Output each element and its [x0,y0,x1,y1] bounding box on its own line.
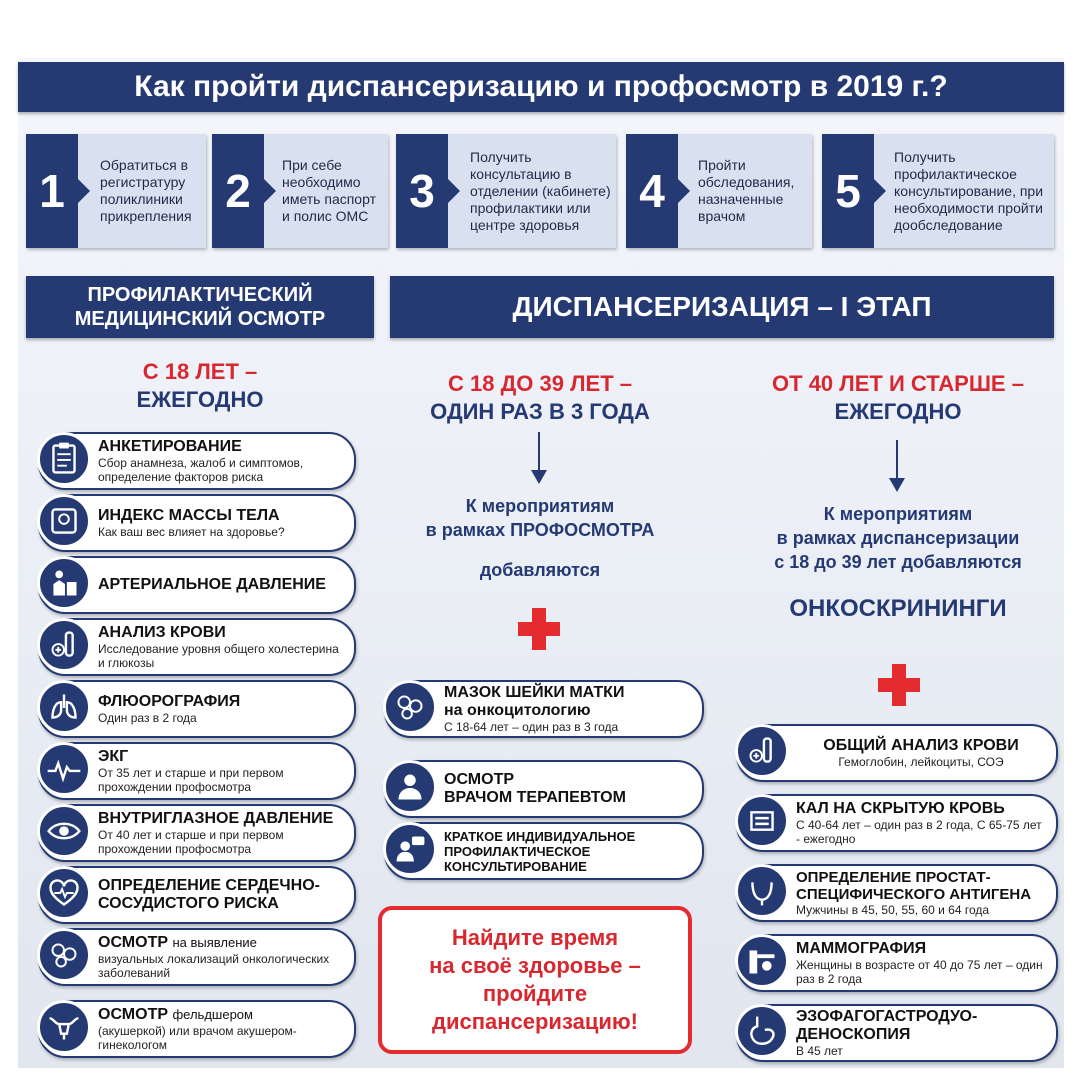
step-text: При себе необходимо иметь паспорт и полис ОМС [282,157,376,224]
uterus-icon [37,1000,91,1054]
intro-line: с 18 до 39 лет добавляются [774,552,1022,572]
intro-line: К мероприятиям [465,496,615,516]
item-title: АНАЛИЗ КРОВИ [98,624,226,641]
arrow-down-icon [538,432,540,472]
item-sub: С 18-64 лет – один раз в 3 года [444,720,619,734]
age-red: С 18 ЛЕТ – [142,359,258,384]
consult-icon [383,822,437,876]
list-item [38,680,356,738]
test-tube-icon [735,724,789,778]
step-2 [212,134,388,248]
list-item [38,432,356,490]
call-to-action [378,906,692,1054]
cta-line: на своё здоровье – [429,953,641,978]
item-sub: В 45 лет [796,1044,843,1058]
section-header-profosmotr [26,276,374,338]
item-title: ЭКГ [98,748,129,765]
step-3 [396,134,616,248]
item-title: КАЛ НА СКРЫТУЮ КРОВЬ [796,800,1005,817]
list-item [384,680,704,738]
item-title-2: ВРАЧОМ ТЕРАПЕВТОМ [444,789,626,806]
lungs-icon [37,680,91,734]
intro-line: К мероприятиям [823,504,973,524]
item-title: ВНУТРИГЛАЗНОЕ ДАВЛЕНИЕ [98,810,334,827]
arrow-down-icon [896,440,898,480]
plus-icon [878,664,920,706]
plus-icon [518,608,560,650]
step-5 [822,134,1054,248]
item-sub: Женщины в возрасте от 40 до 75 лет – один раз в 2 года [796,958,1043,986]
list-item [38,928,356,986]
page-title: Как пройти диспансеризацию и профосмотр в 2019 г.? [18,62,1064,112]
list-item [38,804,356,862]
item-title: АНКЕТИРОВАНИЕ [98,438,242,455]
step-text: Обратиться в регистратуру поликлиники прикрепления [100,157,192,224]
step-number: 4 [626,134,678,248]
age-blue: ОДИН РАЗ В 3 ГОДА [430,399,650,424]
item-title: АРТЕРИАЛЬНОЕ ДАВЛЕНИЕ [98,576,326,593]
ecg-icon [37,742,91,796]
cells-icon [383,680,437,734]
item-sub: визуальных локализаций онкологических заболеваний [98,952,330,980]
item-title-tail: на выявление [172,935,257,950]
test-tube-icon [37,618,91,672]
list-item [384,760,704,818]
step-number: 5 [822,134,874,248]
left-age-block [40,358,360,414]
item-sub: Гемоглобин, лейкоциты, СОЭ [838,755,1004,769]
step-number: 3 [396,134,448,248]
item-title: ЭЗОФАГОГАСТРОДУО-ДЕНОСКОПИЯ [796,1008,978,1043]
right-age-block [740,370,1056,426]
intro-line: в рамках диспансеризации [776,528,1020,548]
scale-icon [37,494,91,548]
stomach-icon [735,1004,789,1058]
item-title: ОБЩИЙ АНАЛИЗ КРОВИ [823,737,1019,754]
item-title-main: ОСМОТР [98,934,169,951]
eye-icon [37,804,91,858]
header-line: МЕДИЦИНСКИЙ ОСМОТР [74,308,326,330]
item-title [98,1006,344,1024]
list-item [736,864,1058,922]
cta-line: Найдите время [451,925,619,950]
intestine-icon [735,794,789,848]
item-title: ОСМОТР [444,771,515,788]
item-title: МАЗОК ШЕЙКИ МАТКИ [444,684,625,701]
age-blue: ЕЖЕГОДНО [834,399,962,424]
item-title: ОПРЕДЕЛЕНИЕ СЕРДЕЧНО-СОСУДИСТОГО РИСКА [98,877,320,912]
step-1 [26,134,206,248]
item-sub: С 40-64 лет – один раз в 2 года, С 65-75 лет - ежегодно [796,818,1042,846]
item-title: ИНДЕКС МАССЫ ТЕЛА [98,507,280,524]
list-item [736,934,1058,992]
item-sub: От 35 лет и старше и при первом прохождении профосмотра [98,766,284,794]
list-item [38,866,356,924]
list-item [38,494,356,552]
section-header-dispanserization: ДИСПАНСЕРИЗАЦИЯ – I ЭТАП [390,276,1054,338]
step-number: 1 [26,134,78,248]
step-text: Получить консультацию в отделении (кабинете) профилактики или центре здоровья [470,148,611,233]
header-line: ПРОФИЛАКТИЧЕСКИЙ [87,284,313,306]
step-text: Пройти обследования, назначенные врачом [698,157,795,224]
heart-icon [37,866,91,920]
doctor-icon [383,760,437,814]
mammography-icon [735,934,789,988]
item-title: ОПРЕДЕЛЕНИЕ ПРОСТАТ-СПЕЦИФИЧЕСКОГО АНТИГЕНА [796,869,1032,903]
item-sub: Сбор анамнеза, жалоб и симптомов, определение факторов риска [98,456,304,484]
item-sub: Исследование уровня общего холестерина и глюкозы [98,642,339,670]
item-title: ФЛЮОРОГРАФИЯ [98,693,241,710]
item-title: КРАТКОЕ ИНДИВИДУАЛЬНОЕ ПРОФИЛАКТИЧЕСКОЕ КОНСУЛЬТИРОВАНИЕ [444,828,636,874]
step-4 [626,134,812,248]
list-item [38,618,356,676]
item-sub: (акушеркой) или врачом акушером-гинекологом [98,1024,297,1052]
intro-line: в рамках ПРОФОСМОТРА [425,520,655,540]
list-item [736,794,1058,852]
age-red: ОТ 40 ЛЕТ И СТАРШЕ – [772,371,1024,396]
list-item [38,1000,356,1058]
item-title-tail: фельдшером [172,1007,253,1022]
item-title: МАММОГРАФИЯ [796,940,927,957]
list-item [736,724,1058,782]
list-item [384,822,704,880]
list-item [38,742,356,800]
item-title-2: на онкоцитологию [444,702,591,719]
age-red: С 18 ДО 39 ЛЕТ – [448,371,632,396]
item-sub: От 40 лет и старше и при первом прохождении профосмотра [98,828,284,856]
step-text: Получить профилактическое консультирование, при необходимости пройти дообследование [894,148,1044,233]
prostate-icon [735,864,789,918]
right-intro [740,502,1056,574]
middle-age-block [390,370,690,426]
cta-line: пройдите [482,981,588,1006]
clipboard-icon [37,432,91,486]
age-blue: ЕЖЕГОДНО [136,387,264,412]
item-sub: Мужчины в 45, 50, 55, 60 и 64 года [796,903,990,917]
item-title [98,934,344,952]
blood-pressure-icon [37,556,91,610]
item-title-main: ОСМОТР [98,1006,169,1023]
list-item [736,1004,1058,1062]
cta-line: диспансеризацию! [431,1009,638,1034]
middle-intro [390,494,690,542]
step-number: 2 [212,134,264,248]
oncoscreening-title: ОНКОСКРИНИНГИ [789,595,1007,622]
middle-added: добавляются [479,560,601,580]
list-item [38,556,356,614]
cells-icon [37,928,91,982]
item-sub: Один раз в 2 года [98,711,197,725]
item-sub: Как ваш вес влияет на здоровье? [98,525,285,539]
